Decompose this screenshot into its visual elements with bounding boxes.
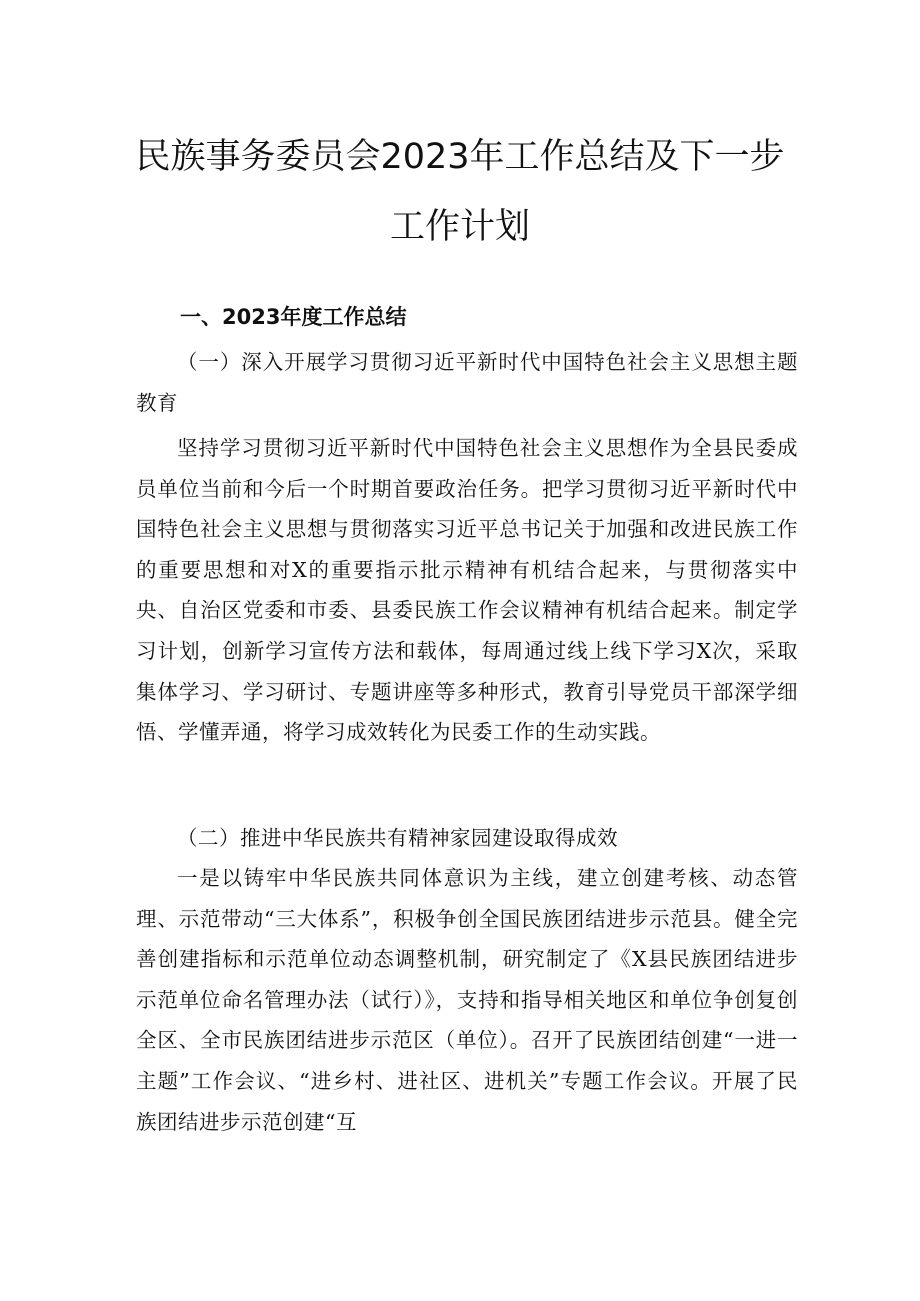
subsection-heading-study-education: （一）深入开展学习贯彻习近平新时代中国特色社会主义思想主题教育 <box>136 350 798 415</box>
paragraph-spiritual-home: 一是以铸牢中华民族共同体意识为主线，建立创建考核、动态管理、示范带动“三大体系”，积极争创全国民族团结进步示范县。健全完善创建指标和示范单位动态调整机制，研究制定了《X县民族团结进步示范单位命名管理办法（试行）》，支持和指导相关地区和单位争创复创全区、全市民族团结进步示范区（单位）。召开了民族团结创建“一进一主题”工作会议、“进乡村、进社区、进机关”专题工作会议。开展了民族团结进步示范创建“互 <box>136 866 798 1134</box>
document-title-line-2: 工作计划 <box>389 207 530 247</box>
document-title-line-1: 民族事务委员会2023年工作总结及下一步 <box>135 137 785 177</box>
paragraph-study-education: 坚持学习贯彻习近平新时代中国特色社会主义思想作为全县民委成员单位当前和今后一个时期首要政治任务。把学习贯彻习近平新时代中国特色社会主义思想与贯彻落实习近平总书记关于加强和改进民族工作的重要思想和对X的重要指示批示精神有机结合起来，与贯彻落实中央、自治区党委和市委、县委民族工作会议精神有机结合起来。制定学习计划，创新学习宣传方法和载体，每周通过线上线下学习X次，采取集体学习、学习研讨、专题讲座等多种形式，教育引导党员干部深学细悟、学懂弄通，将学习成效转化为民委工作的生动实践。 <box>136 436 798 745</box>
section-heading-work-summary: 一、2023年度工作总结 <box>180 305 407 329</box>
subsection-heading-spiritual-home: （二）推进中华民族共有精神家园建设取得成效 <box>177 826 618 850</box>
